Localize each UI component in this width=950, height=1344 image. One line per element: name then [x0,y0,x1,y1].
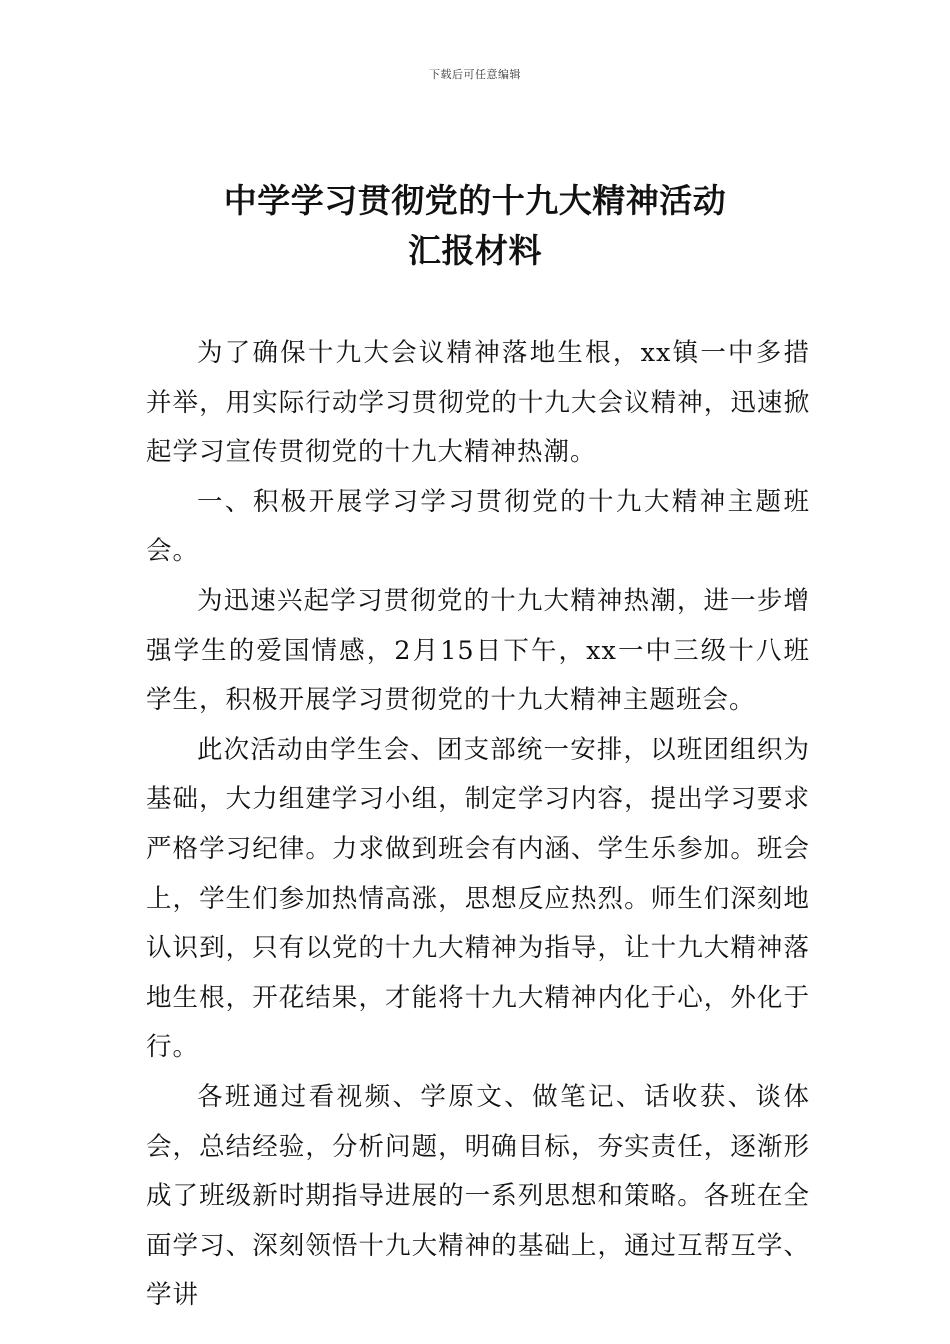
paragraph-classes: 各班通过看视频、学原文、做笔记、话收获、谈体会，总结经验，分析问题，明确目标，夯实责任，逐渐形成了班级新时期指导进展的一系列思想和策略。各班在全面学习、深刻领悟十九大精神的基础上，通过互帮互学、学讲 [146,1081,810,1311]
paragraph-class-meeting: 为迅速兴起学习贯彻党的十九大精神热潮，进一步增强学生的爱国情感，2月15日下午，xx一中三级十八班学生，积极开展学习贯彻党的十九大精神主题班会。 [146,585,810,716]
document-body [146,329,810,1321]
header-note: 下载后可任意编辑 [429,68,521,81]
paragraph-activity: 此次活动由学生会、团支部统一安排，以班团组织为基础，大力组建学习小组，制定学习内容，提出学习要求严格学习纪律。力求做到班会有内涵、学生乐参加。班会上，学生们参加热情高涨，思想反应热烈。师生们深刻地认识到，只有以党的十九大精神为指导，让十九大精神落地生根，开花结果，才能将十九大精神内化于心，外化于行。 [146,734,810,1063]
document-title [0,176,950,276]
paragraph-section-heading: 一、积极开展学习学习贯彻党的十九大精神主题班会。 [146,486,810,567]
paragraph-intro: 为了确保十九大会议精神落地生根，xx镇一中多措并举，用实际行动学习贯彻党的十九大会议精神，迅速掀起学习宣传贯彻党的十九大精神热潮。 [146,338,810,468]
title-line-1: 中学学习贯彻党的十九大精神活动 [223,181,727,220]
title-line-2: 汇报材料 [408,231,542,270]
